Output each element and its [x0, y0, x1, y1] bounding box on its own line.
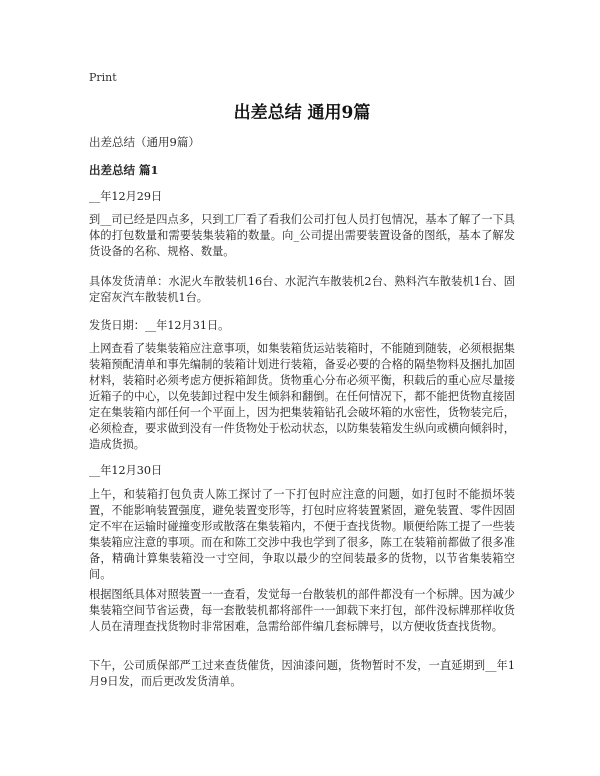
print-link[interactable]: Print: [89, 71, 117, 84]
body-paragraph: 到__司已经是四点多，只到工厂看了看我们公司打包人员打包情况，基本了解了一下具体的打包数量和需要装集装箱的数量。向_公司提出需要装置设备的图纸，基本了解发货设备的名称、规格、数量。: [89, 213, 515, 258]
body-paragraph: 具体发货清单：水泥火车散装机16台、水泥汽车散装机2台、熟料汽车散装机1台、固定窑灰汽车散装机1台。: [89, 275, 515, 304]
document-subtitle: 出差总结（通用9篇）: [89, 135, 200, 149]
body-paragraph: 发货日期：__年12月31日。: [89, 319, 230, 332]
body-paragraph: 根据图纸具体对照装置一一查看，发觉每一台散装机的部件都没有一个标牌。因为减少集装箱空间节省运费，每一套散装机都将部件一一卸载下来打包，部件没标牌那样收货人员在清理查找货物时非常困难，急需给部件编几套标牌号，以方便收货查找货物。: [89, 588, 515, 633]
section-heading: 出差总结 篇1: [89, 163, 159, 177]
document-title: 出差总结 通用9篇: [233, 103, 371, 123]
date-paragraph: __年12月29日: [89, 190, 163, 203]
body-paragraph: 上午，和装箱打包负责人陈工探讨了一下打包时应注意的问题，如打包时不能损坏装置，不能影响装置强度，避免装置变形等，打包时应将装置紧固，避免装置、零件因固定不牢在运输时碰撞变形或散落在集装箱内，不便于查找货物。顺便给陈工提了一些装集装箱应注意的事项。而在和陈工交涉中我也学到了很多，陈工在装箱前都做了很多准备，精确计算集装箱没一寸空间，争取以最少的空间装最多的货物，以节省集装箱空间。: [89, 488, 515, 581]
body-paragraph: 下午，公司质保部严工过来查货催货，因油漆问题，货物暂时不发，一直延期到__年1月9日发，而后更改发货清单。: [89, 659, 515, 688]
date-paragraph: __年12月30日: [89, 464, 163, 477]
body-paragraph: 上网查看了装集装箱应注意事项，如集装箱货运站装箱时，不能随到随装，必须根据集装箱预配清单和事先编制的装箱计划进行装箱，备妥必要的合格的隔垫物料及捆扎加固材料，装箱时必须考虑方便拆箱卸货。货物重心分布必须平衡，积载后的重心应尽量接近箱子的中心，以免装卸过程中发生倾斜和翻倒。在任何情况下，都不能把货物直接固定在集装箱内部任何一个平面上，因为把集装箱钻孔会破坏箱的水密性，货物装完后，必须检查，要求做到没有一件货物处于松动状态，以防集装箱发生纵向或横向倾斜时，造成货损。: [89, 342, 515, 451]
